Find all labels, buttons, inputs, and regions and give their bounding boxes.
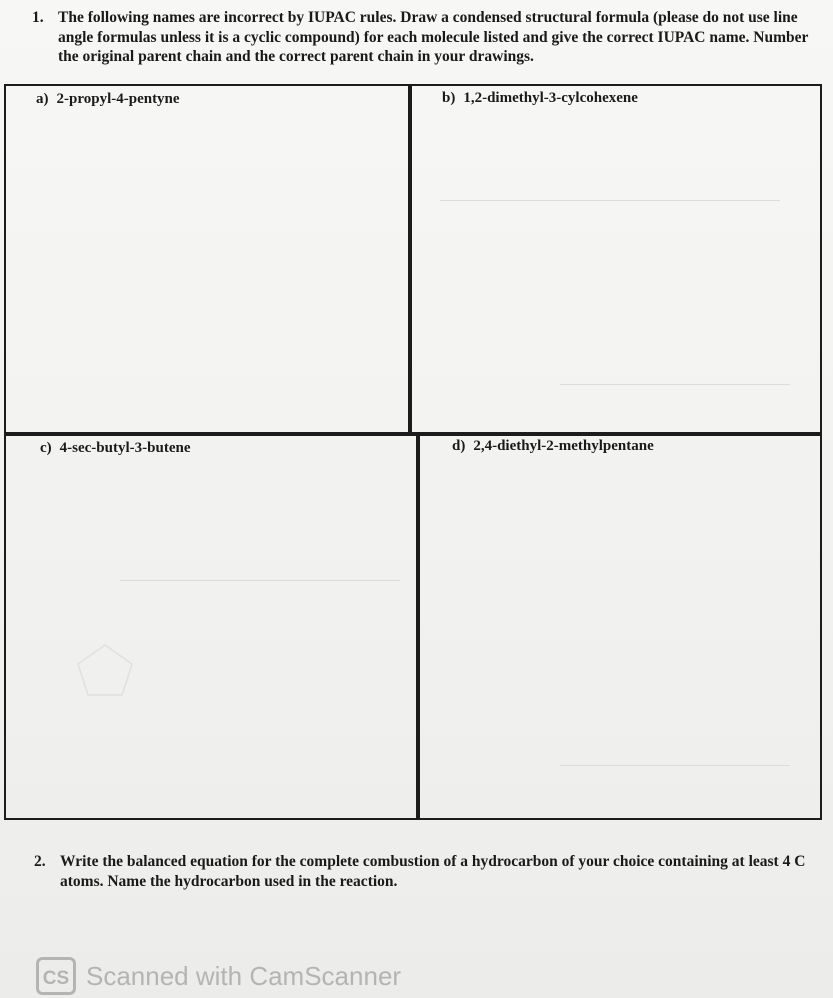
box-a-letter: a) xyxy=(36,91,49,107)
question-1-text: The following names are incorrect by IUPAC rules. Draw a condensed structural formula (please do not use line angle formulas unless it is a cyclic compound) for each molecule listed and give the correct IUPAC name. Number the original parent chain and the correct parent chain in your drawings. xyxy=(58,9,809,65)
question-2 xyxy=(34,852,824,892)
box-b-label xyxy=(442,90,638,107)
box-a-compound-name: 2-propyl-4-pentyne xyxy=(56,91,180,107)
question-2-number: 2. xyxy=(34,853,46,870)
question-1-number: 1. xyxy=(32,9,44,26)
box-c-letter: c) xyxy=(40,440,52,456)
answer-box-d[interactable] xyxy=(416,432,822,820)
camscanner-logo-icon xyxy=(36,957,76,995)
watermark-text: Scanned with CamScanner xyxy=(86,960,402,991)
answer-box-c[interactable] xyxy=(4,432,420,820)
question-1 xyxy=(32,8,812,67)
answer-grid xyxy=(4,84,822,820)
camscanner-watermark xyxy=(36,956,401,996)
box-d-compound-name: 2,4-diethyl-2-methylpentane xyxy=(473,438,654,454)
camscanner-logo-text: CS xyxy=(42,968,70,989)
box-c-label xyxy=(40,440,190,457)
box-d-letter: d) xyxy=(452,438,466,454)
answer-box-b[interactable] xyxy=(408,84,822,436)
answer-box-a[interactable] xyxy=(4,84,412,436)
box-a-label xyxy=(36,91,180,108)
box-d-label xyxy=(452,438,654,455)
question-2-text: Write the balanced equation for the complete combustion of a hydrocarbon of your choice containing at least 4 C atoms. Name the hydrocarbon used in the reaction. xyxy=(60,853,806,890)
box-c-compound-name: 4-sec-butyl-3-butene xyxy=(59,440,191,456)
box-b-letter: b) xyxy=(442,90,456,106)
box-b-compound-name: 1,2-dimethyl-3-cylcohexene xyxy=(463,90,638,106)
